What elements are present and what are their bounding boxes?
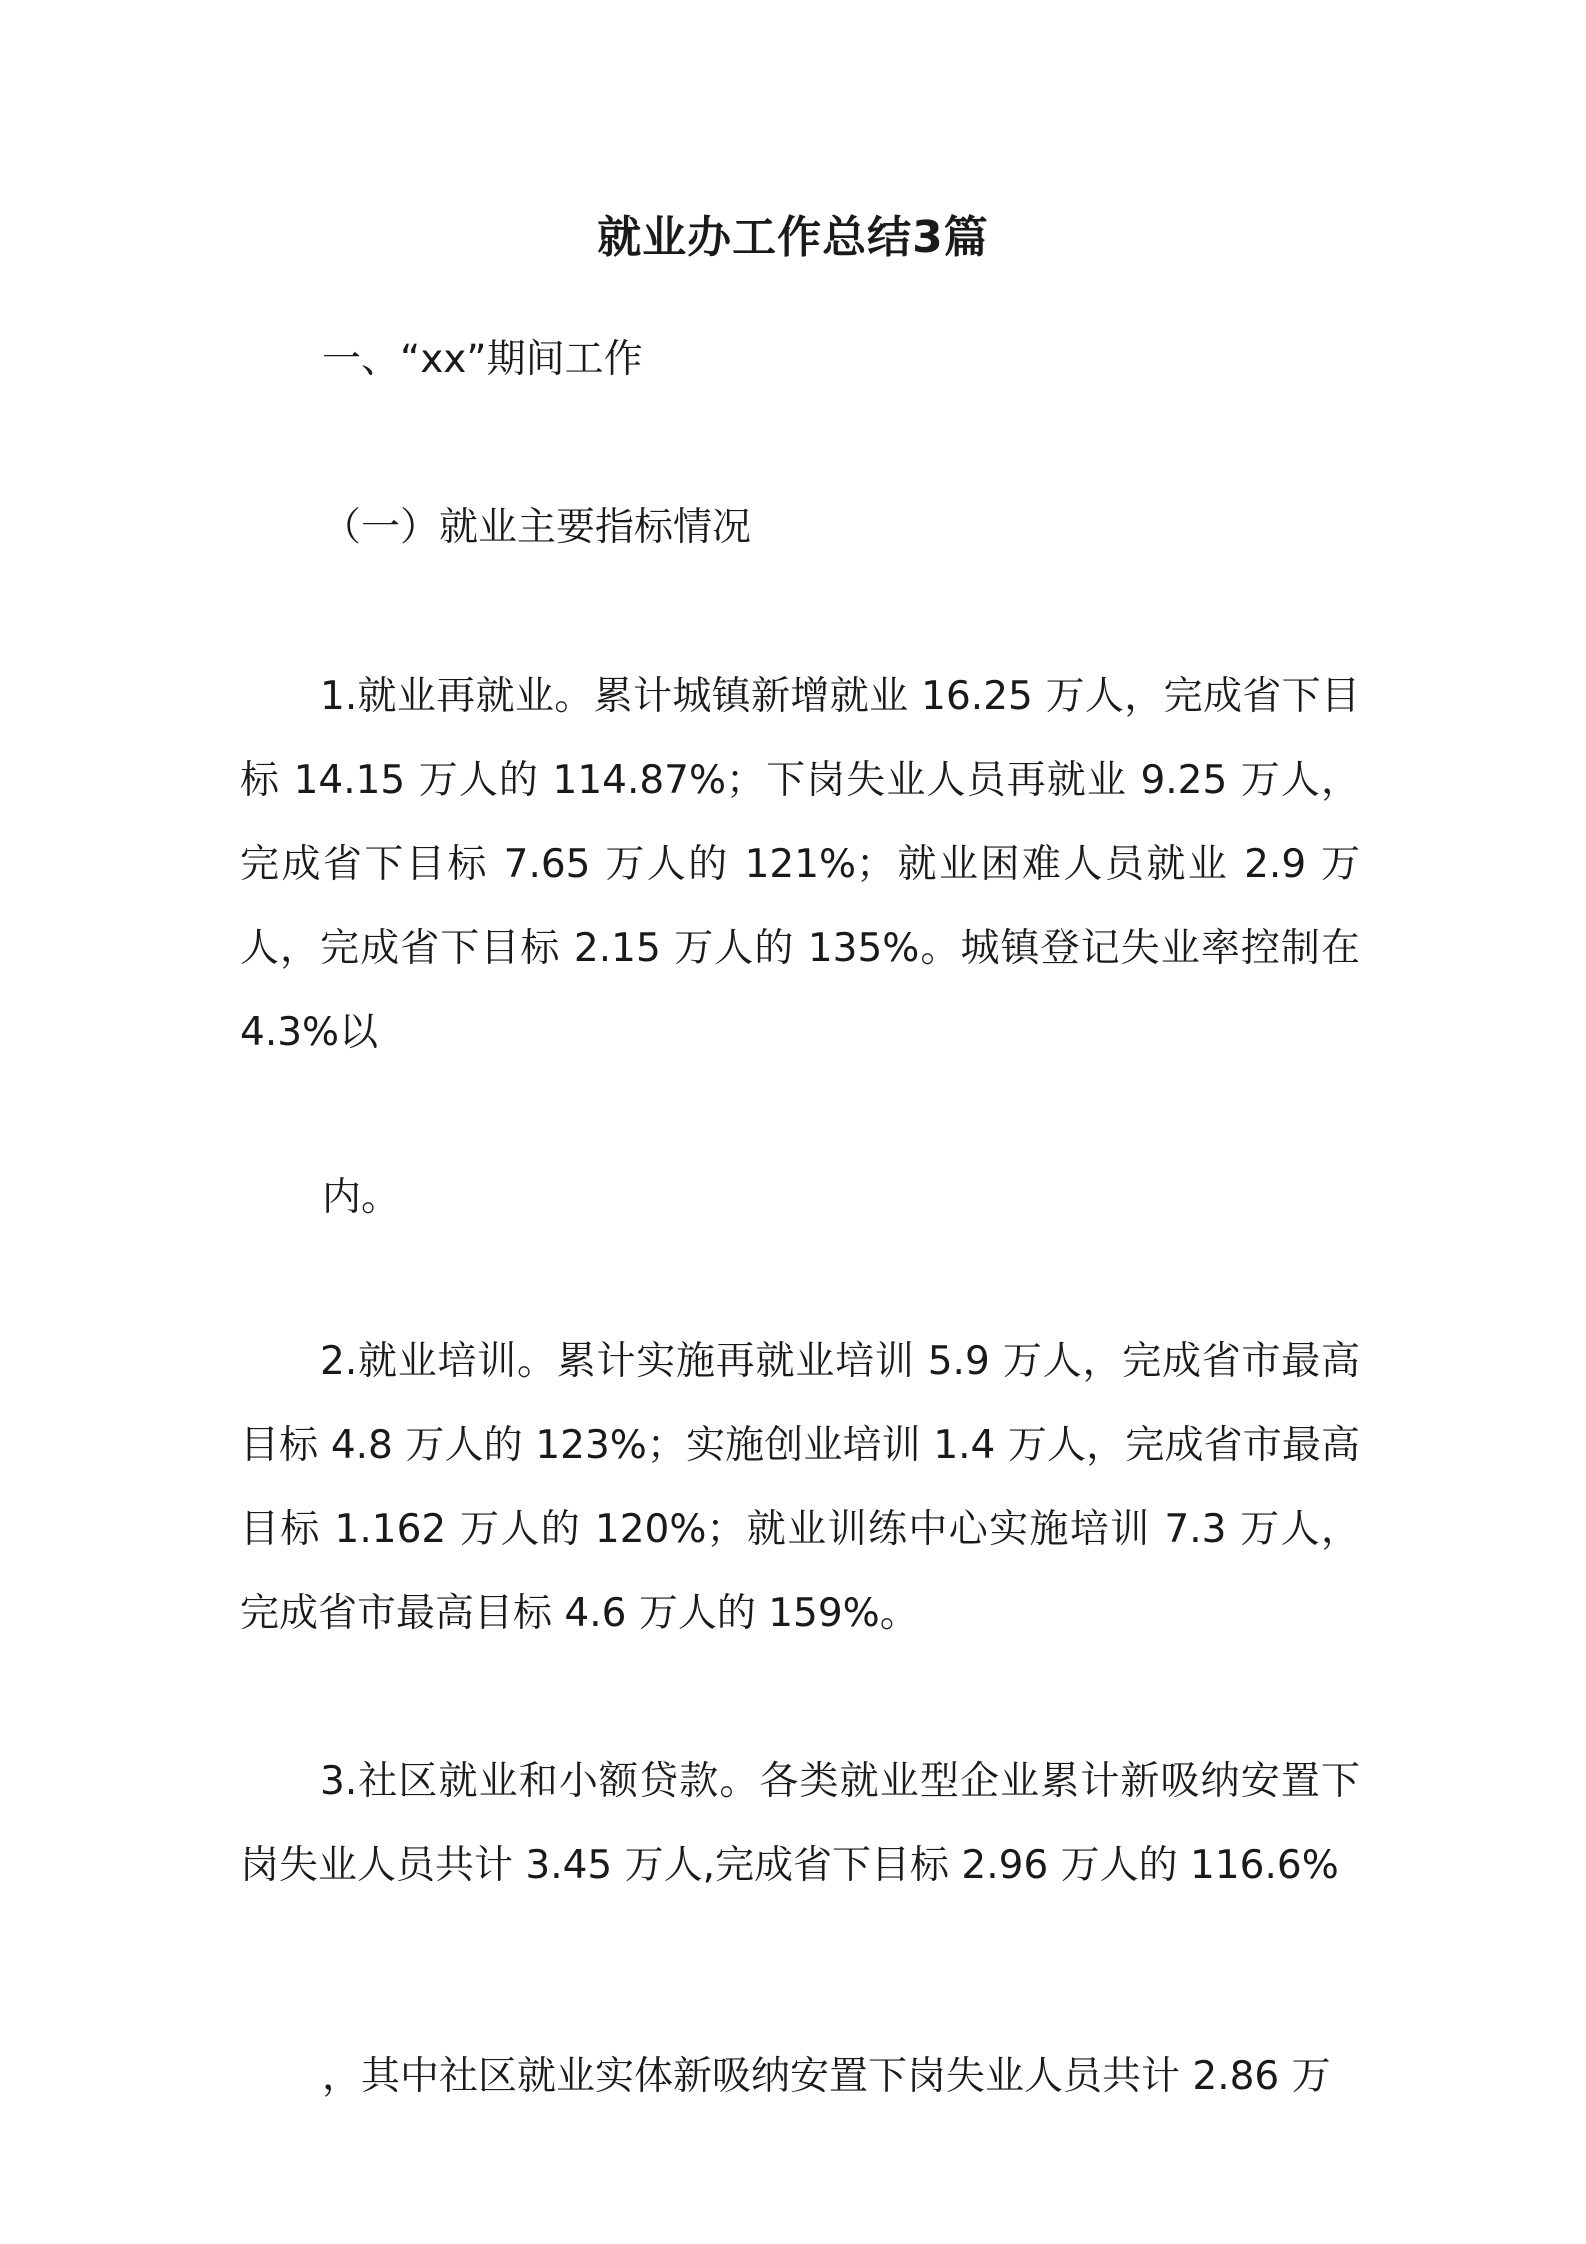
document-title: 就业办工作总结3篇 (597, 212, 989, 263)
paragraph-employment: 1.就业再就业。累计城镇新增就业 16.25 万人，完成省下目标 14.15 万人的 114.87%；下岗失业人员再就业 9.25 万人，完成省下目标 7.65 万人的 121%；就业困难人员就业 2.9 万人，完成省下目标 2.15 万人的 135%。城镇登记失业率控制在 4.3%以 (240, 674, 1360, 1055)
paragraph-community: 3.社区就业和小额贷款。各类就业型企业累计新吸纳安置下岗失业人员共计 3.45 万人,完成省下目标 2.96 万人的 116.6% (240, 1759, 1360, 1888)
paragraph-training: 2.就业培训。累计实施再就业培训 5.9 万人，完成省市最高目标 4.8 万人的 123%；实施创业培训 1.4 万人，完成省市最高目标 1.162 万人的 120%；就业训练中心实施培训 7.3 万人，完成省市最高目标 4.6 万人的 159%。 (240, 1339, 1360, 1636)
paragraph-continuation: 内。 (322, 1175, 401, 1220)
subsection-heading: （一）就业主要指标情况 (322, 505, 752, 550)
section-heading: 一、“xx”期间工作 (322, 337, 643, 382)
paragraph-continuation: ，其中社区就业实体新吸纳安置下岗失业人员共计 2.86 万 (322, 2054, 1331, 2099)
